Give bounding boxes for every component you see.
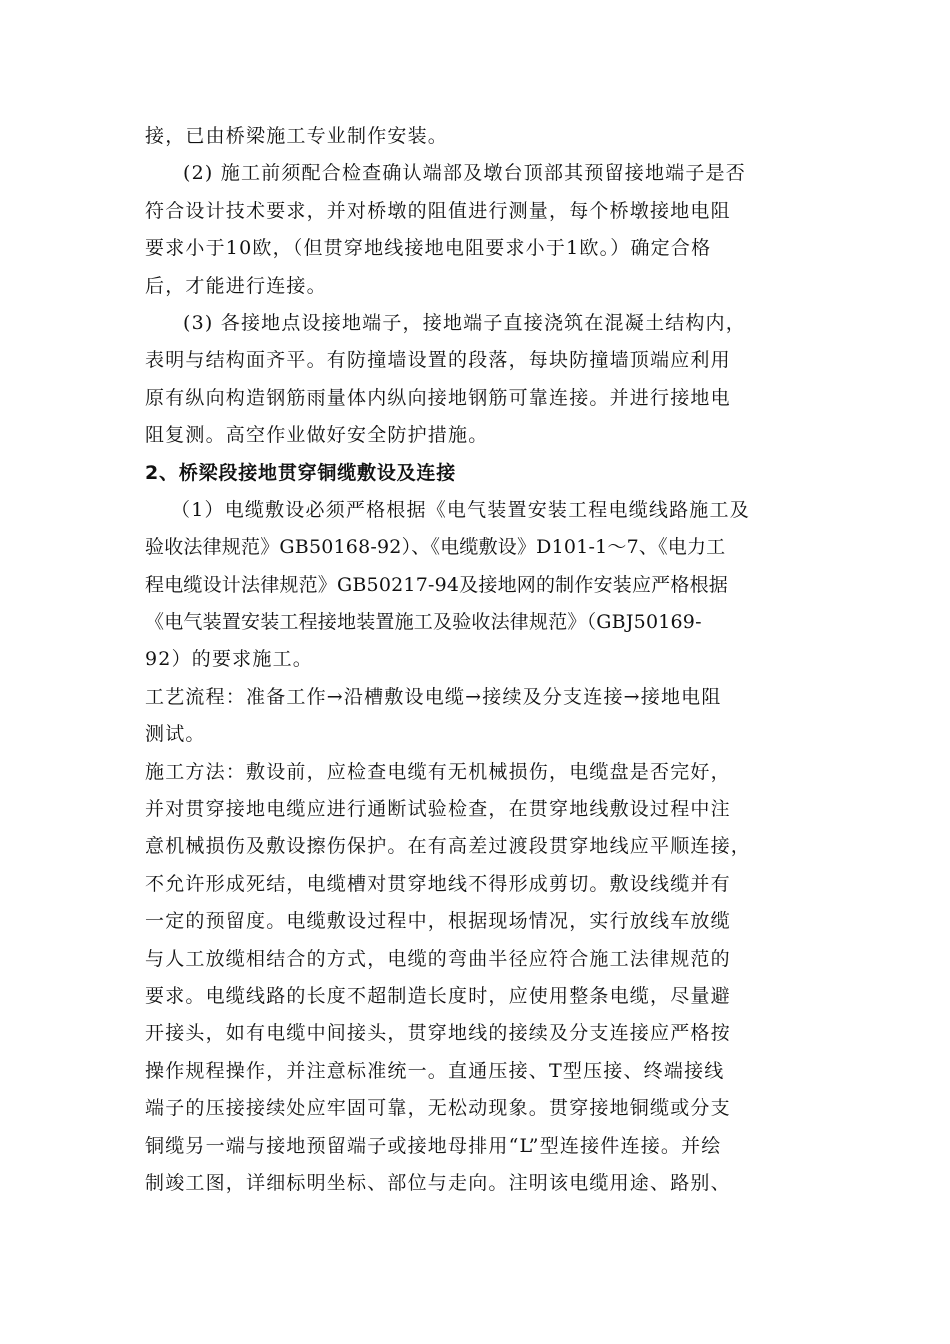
text-line: 制竣工图，详细标明坐标、部位与走向。注明该电缆用途、路别、 [145,1171,731,1194]
text-line: 铜缆另一端与接地预留端子或接地母排用“L”型连接件连接。并绘 [145,1134,722,1157]
text-line: 要求。电缆线路的长度不超制造长度时，应使用整条电缆，尽量避 [145,984,731,1007]
paragraph-item-2: (2) 施工前须配合检查确认端部及墩台顶部其预留接地端子是否 [183,162,746,185]
text-line: 验收法律规范》GB50168-92）、《电缆敷设》D101-1～7、《电力工 [145,536,726,559]
document-body [145,118,825,1202]
text-line: 一定的预留度。电缆敷设过程中，根据现场情况，实行放线车放缆 [145,910,731,933]
text-line: 原有纵向构造钢筋雨量体内纵向接地钢筋可靠连接。并进行接地电 [145,386,731,409]
text-line: 开接头，如有电缆中间接头，贯穿地线的接续及分支连接应严格按 [145,1022,731,1045]
text-line: 意机械损伤及敷设擦伤保护。在有高差过渡段贯穿地线应平顺连接， [145,835,752,858]
text-line: 端子的压接接续处应牢固可靠，无松动现象。贯穿接地铜缆或分支 [145,1097,731,1120]
text-line: 阻复测。高空作业做好安全防护措施。 [145,424,489,447]
text-line: 测试。 [145,723,206,746]
text-line: 并对贯穿接地电缆应进行通断试验检查，在贯穿地线敷设过程中注 [145,798,731,821]
paragraph-item-3: (3) 各接地点设接地端子，接地端子直接浇筑在混凝土结构内， [183,311,746,334]
text-line: 操作规程操作，并注意标准统一。直通压接、T型压接、终端接线 [145,1059,725,1082]
process-flow-line: 工艺流程：准备工作→沿槽敷设电缆→接续及分支连接→接地电阻 [145,685,722,708]
text-line: 表明与结构面齐平。有防撞墙设置的段落，每块防撞墙顶端应利用 [145,349,731,372]
text-line: 符合设计技术要求，并对桥墩的阻值进行测量，每个桥墩接地电阻 [145,199,731,222]
text-line: 与人工放缆相结合的方式，电缆的弯曲半径应符合施工法律规范的 [145,947,731,970]
text-line: 后，才能进行连接。 [145,274,327,297]
method-line: 施工方法：敷设前，应检查电缆有无机械损伤，电缆盘是否完好， [145,760,731,783]
section-heading: 2、桥梁段接地贯穿铜缆敷设及连接 [145,461,457,484]
text-line: 不允许形成死结，电缆槽对贯穿地线不得形成剪切。敷设线缆并有 [145,872,731,895]
paragraph-item-1: （1）电缆敷设必须严格根据《电气装置安装工程电缆线路施工及 [171,498,750,521]
text-line: 接，已由桥梁施工专业制作安装。 [145,125,449,147]
text-line: 程电缆设计法律规范》GB50217-94及接地网的制作安装应严格根据 [145,573,728,596]
text-line: 要求小于10欧，（但贯穿地线接地电阻要求小于1欧。）确定合格 [145,237,712,260]
text-line: 92）的要求施工。 [145,648,313,671]
text-line: 《电气装置安装工程接地装置施工及验收法律规范》（GBJ50169- [145,611,702,634]
